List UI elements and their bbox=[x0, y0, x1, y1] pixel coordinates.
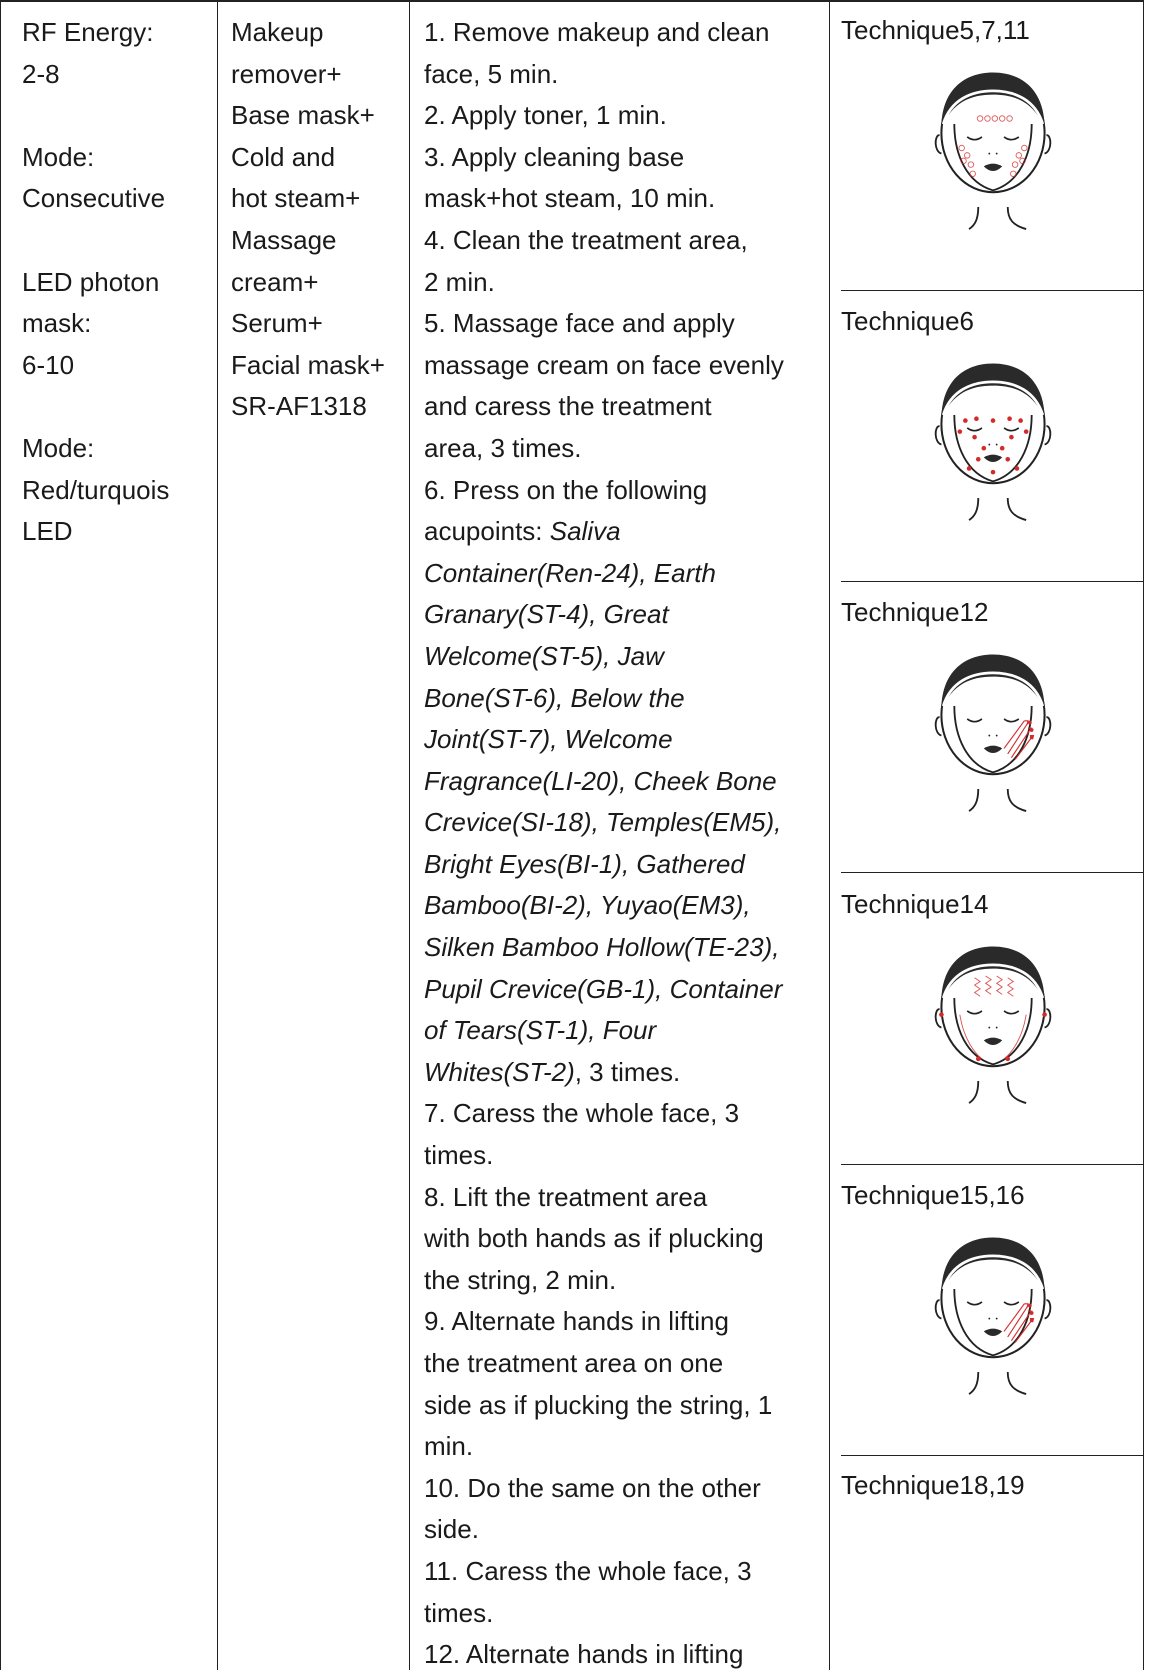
step-text: acupoints: bbox=[424, 516, 550, 547]
product-line: Makeup bbox=[231, 17, 324, 47]
parameter-line: 6-10 bbox=[22, 349, 75, 380]
step-text: with both hands as if plucking bbox=[424, 1223, 764, 1254]
step-line bbox=[424, 927, 784, 969]
step-line bbox=[424, 1010, 784, 1052]
technique-block-1 bbox=[841, 12, 1143, 302]
step-line bbox=[424, 1093, 784, 1135]
technique-separator bbox=[841, 290, 1143, 291]
step-text: massage cream on face evenly bbox=[424, 349, 784, 380]
technique-separator bbox=[841, 872, 1143, 873]
step-text: , 3 times. bbox=[574, 1056, 681, 1087]
parameter-line bbox=[22, 95, 169, 137]
step-text: side. bbox=[424, 1514, 479, 1545]
technique-label: Technique15,16 bbox=[841, 1180, 1025, 1210]
step-text: 6. Press on the following bbox=[424, 474, 708, 505]
acupoint-text: Welcome(ST-5), Jaw bbox=[424, 640, 664, 671]
step-text: the treatment area on one bbox=[424, 1348, 724, 1378]
step-line bbox=[424, 969, 784, 1011]
table-border-left bbox=[0, 0, 1, 1670]
technique-block-6 bbox=[841, 1467, 1143, 1667]
parameter-line: RF Energy: bbox=[22, 17, 154, 47]
face-illustration bbox=[923, 1223, 1063, 1403]
step-line bbox=[424, 1509, 784, 1551]
acupoint-text: Silken Bamboo Hollow(TE-23), bbox=[424, 932, 780, 963]
step-line bbox=[424, 1426, 784, 1468]
parameter-line bbox=[22, 220, 169, 262]
step-text: min. bbox=[424, 1431, 474, 1462]
acupoint-text: Fragrance(LI-20), Cheek Bone bbox=[424, 765, 777, 796]
acupoint-text: Granary(ST-4), Great bbox=[424, 599, 669, 630]
step-text: mask+hot steam, 10 min. bbox=[424, 183, 716, 214]
products-column bbox=[231, 12, 385, 428]
parameter-line: mask: bbox=[22, 308, 92, 339]
parameter-line: Consecutive bbox=[22, 183, 166, 214]
step-line bbox=[424, 220, 784, 262]
step-line bbox=[424, 1343, 784, 1385]
step-text: the string, 2 min. bbox=[424, 1264, 617, 1295]
acupoint-text: of Tears(ST-1), Four bbox=[424, 1015, 657, 1046]
step-line bbox=[424, 95, 784, 137]
acupoint-text: Container(Ren-24), Earth bbox=[424, 557, 716, 588]
step-line bbox=[424, 802, 784, 844]
face-illustration bbox=[923, 349, 1063, 529]
face-drawing bbox=[923, 932, 1063, 1112]
step-text: 11. Caress the whole face, 3 bbox=[424, 1555, 752, 1586]
step-line bbox=[424, 1177, 784, 1219]
step-line bbox=[424, 678, 784, 720]
technique-label: Technique18,19 bbox=[841, 1470, 1025, 1500]
step-line bbox=[424, 636, 784, 678]
parameter-line: Red/turquois bbox=[22, 474, 170, 505]
technique-label: Technique12 bbox=[841, 597, 989, 627]
step-text: times. bbox=[424, 1140, 494, 1171]
step-line bbox=[424, 1301, 784, 1343]
technique-label: Technique14 bbox=[841, 889, 989, 919]
acupoint-text: Whites(ST-2) bbox=[424, 1056, 575, 1087]
step-line bbox=[424, 885, 784, 927]
step-text: 12. Alternate hands in lifting bbox=[424, 1639, 744, 1670]
product-line: remover+ bbox=[231, 58, 342, 89]
product-line: Serum+ bbox=[231, 308, 323, 339]
step-line bbox=[424, 1551, 784, 1593]
step-line bbox=[424, 345, 784, 387]
step-line bbox=[424, 386, 784, 428]
step-text: 1. Remove makeup and clean bbox=[424, 17, 770, 47]
technique-separator bbox=[841, 581, 1143, 582]
steps-column bbox=[424, 12, 784, 1676]
step-text: 10. Do the same on the other bbox=[424, 1472, 761, 1503]
acupoint-text: Pupil Crevice(GB-1), Container bbox=[424, 973, 783, 1004]
step-line bbox=[424, 137, 784, 179]
product-line: cream+ bbox=[231, 266, 319, 297]
product-line: Massage bbox=[231, 224, 337, 255]
step-line bbox=[424, 1135, 784, 1177]
face-illustration bbox=[923, 932, 1063, 1112]
column-divider-2 bbox=[409, 0, 410, 1670]
product-line: Cold and bbox=[231, 141, 336, 172]
step-line bbox=[424, 844, 784, 886]
step-line bbox=[424, 303, 784, 345]
parameter-line: 2-8 bbox=[22, 58, 60, 89]
step-text: 9. Alternate hands in lifting bbox=[424, 1306, 729, 1337]
step-text: 7. Caress the whole face, 3 bbox=[424, 1098, 740, 1129]
acupoint-text: Bamboo(BI-2), Yuyao(EM3), bbox=[424, 890, 751, 921]
step-text: 2 min. bbox=[424, 266, 495, 297]
column-divider-3 bbox=[829, 0, 830, 1670]
face-drawing bbox=[923, 1223, 1063, 1403]
step-text: 8. Lift the treatment area bbox=[424, 1181, 708, 1212]
parameter-line: Mode: bbox=[22, 432, 95, 463]
technique-block-3 bbox=[841, 594, 1143, 884]
step-line bbox=[424, 1468, 784, 1510]
product-line: SR-AF1318 bbox=[231, 391, 367, 422]
step-line bbox=[424, 511, 784, 553]
step-line bbox=[424, 262, 784, 304]
acupoint-text: Crevice(SI-18), Temples(EM5), bbox=[424, 807, 782, 838]
technique-separator bbox=[841, 1164, 1143, 1165]
parameter-line: Mode: bbox=[22, 141, 95, 172]
step-line bbox=[424, 719, 784, 761]
step-text: 2. Apply toner, 1 min. bbox=[424, 100, 667, 131]
step-line bbox=[424, 1260, 784, 1302]
face-drawing bbox=[923, 58, 1063, 238]
technique-block-5 bbox=[841, 1177, 1143, 1467]
step-line bbox=[424, 594, 784, 636]
step-line bbox=[424, 428, 784, 470]
acupoint-text: Bright Eyes(BI-1), Gathered bbox=[424, 848, 745, 879]
technique-separator bbox=[841, 1455, 1143, 1456]
parameter-line: LED photon bbox=[22, 266, 160, 297]
step-line bbox=[424, 761, 784, 803]
parameter-line bbox=[22, 386, 169, 428]
step-text: area, 3 times. bbox=[424, 432, 582, 463]
step-text: and caress the treatment bbox=[424, 391, 712, 422]
technique-block-2 bbox=[841, 303, 1143, 593]
step-line bbox=[424, 1218, 784, 1260]
product-line: Facial mask+ bbox=[231, 349, 385, 380]
step-line bbox=[424, 54, 784, 96]
acupoint-text: Bone(ST-6), Below the bbox=[424, 682, 685, 713]
step-line bbox=[424, 12, 784, 54]
table-border-right bbox=[1143, 0, 1144, 1670]
column-divider-1 bbox=[217, 0, 218, 1670]
step-text: 4. Clean the treatment area, bbox=[424, 224, 748, 255]
acupoint-text: Joint(ST-7), Welcome bbox=[424, 724, 673, 755]
technique-label: Technique5,7,11 bbox=[841, 15, 1030, 45]
product-line: Base mask+ bbox=[231, 100, 375, 131]
step-line bbox=[424, 470, 784, 512]
technique-block-4 bbox=[841, 886, 1143, 1176]
product-line: hot steam+ bbox=[231, 183, 361, 214]
step-line bbox=[424, 178, 784, 220]
face-drawing bbox=[923, 349, 1063, 529]
step-text: side as if plucking the string, 1 bbox=[424, 1389, 773, 1420]
table-top-border bbox=[0, 0, 1143, 2]
step-line bbox=[424, 553, 784, 595]
face-drawing bbox=[923, 640, 1063, 820]
step-text: face, 5 min. bbox=[424, 58, 559, 89]
acupoint-text: Saliva bbox=[549, 516, 621, 547]
parameter-line: LED bbox=[22, 516, 73, 547]
step-line bbox=[424, 1593, 784, 1635]
step-text: times. bbox=[424, 1597, 494, 1628]
step-line bbox=[424, 1052, 784, 1094]
step-line bbox=[424, 1385, 784, 1427]
face-illustration bbox=[923, 640, 1063, 820]
technique-label: Technique6 bbox=[841, 306, 974, 336]
face-illustration bbox=[923, 58, 1063, 238]
parameters-column bbox=[22, 12, 169, 553]
step-text: 3. Apply cleaning base bbox=[424, 141, 685, 172]
step-text: 5. Massage face and apply bbox=[424, 308, 735, 339]
